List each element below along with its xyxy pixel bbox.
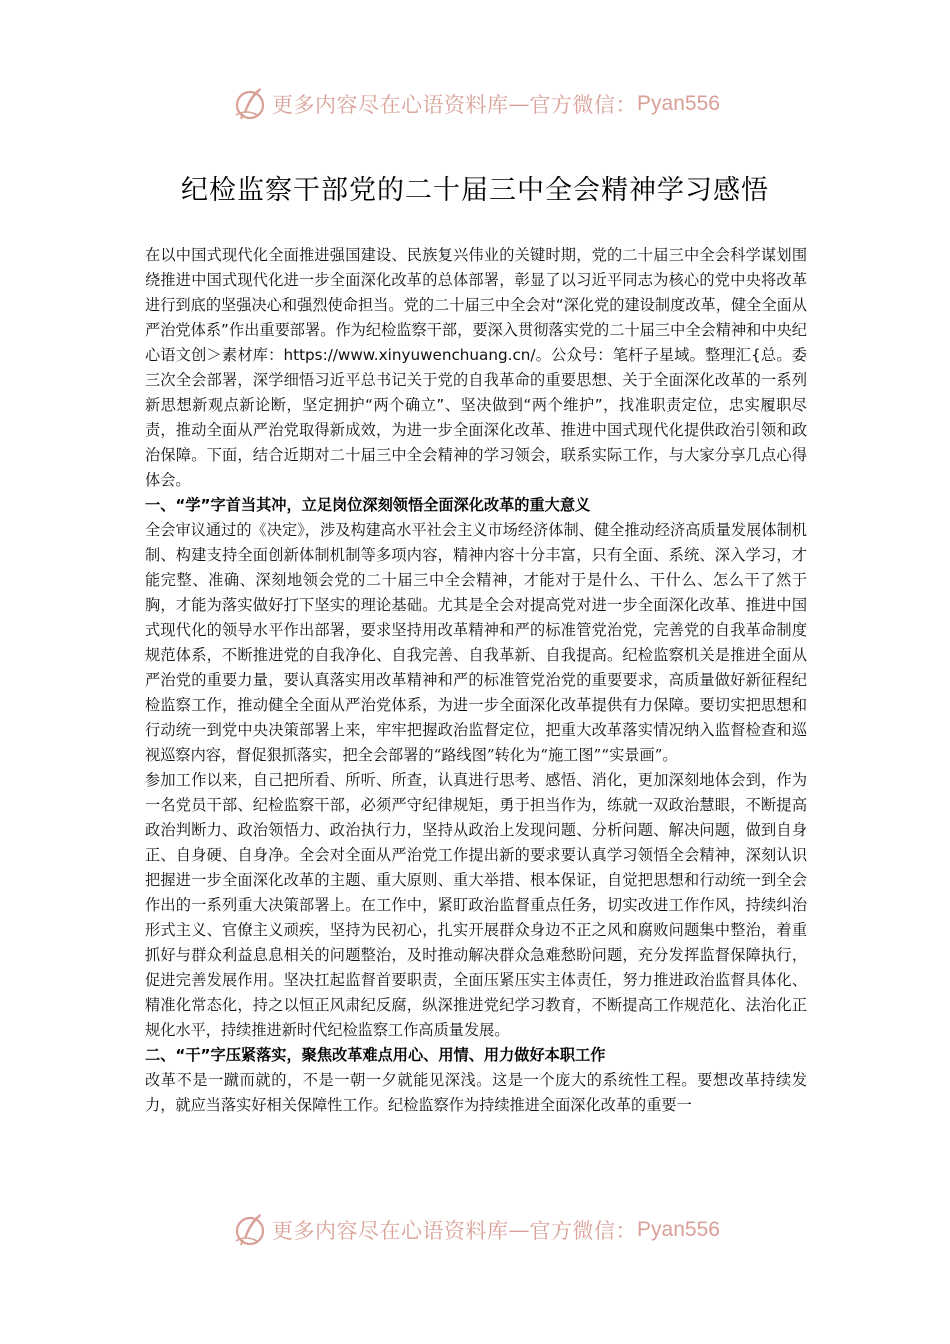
watermark-banner-top xyxy=(0,84,950,124)
watermark-banner-bottom xyxy=(0,1210,950,1250)
banner-separator: — xyxy=(508,1218,530,1242)
intro-paragraph: 在以中国式现代化全面推进强国建设、民族复兴伟业的关键时期，党的二十届三中全会科学谋划围绕推进中国式现代化进一步全面深化改革的总体部署，彰显了以习近平同志为核心的党中央将改革进行到底的坚强决心和强烈使命担当。党的二十届三中全会对“深化党的建设制度改革，健全全面从严治党体系”作出重要部署。作为纪检监察干部，要深入贯彻落实党的二十届三中全会精神和中央纪心语文创＞素材库：https://www.xinyuwenchuang.cn/。公众号：笔杆子星域。整理汇{总。委三次全会部署，深学细悟习近平总书记关于党的自我革命的重要思想、关于全面深化改革的一系列新思想新观点新论断，坚定拥护“两个确立”、坚决做到“两个维护”，找准职责定位，忠实履职尽责，推动全面从严治党取得新成效，为进一步全面深化改革、推进中国式现代化提供政治引领和政治保障。下面，结合近期对二十届三中全会精神的学习领会，联系实际工作，与大家分享几点心得体会。 xyxy=(145,246,807,489)
banner-brand-text: 更多内容尽在心语资料库 xyxy=(272,93,509,117)
section-heading-2: 二、“干”字压紧落实，聚焦改革难点用心、用情、用力做好本职工作 xyxy=(145,1046,606,1064)
banner-label: 官方微信： xyxy=(529,93,638,117)
banner-wechat-id: Pyan556 xyxy=(637,1218,720,1241)
document-body xyxy=(145,243,807,1118)
document-title: 纪检监察干部党的二十届三中全会精神学习感悟 xyxy=(181,175,769,207)
banner-brand-text: 更多内容尽在心语资料库 xyxy=(272,1219,509,1243)
section-heading-1: 一、“学”字首当其冲，立足岗位深刻领悟全面深化改革的重大意义 xyxy=(145,496,591,514)
banner-separator: — xyxy=(508,92,530,116)
section-1-paragraph-1: 全会审议通过的《决定》，涉及构建高水平社会主义市场经济体制、健全推动经济高质量发展体制机制、构建支持全面创新体制机制等多项内容，精神内容十分丰富，只有全面、系统、深入学习，才能完整、准确、深刻地领会党的二十届三中全会精神，才能对于是什么、干什么、怎么干了然于胸，才能为落实做好打下坚实的理论基础。尤其是全会对提高党对进一步全面深化改革、推进中国式现代化的领导水平作出部署，要求坚持用改革精神和严的标准管党治党，完善党的自我革命制度规范体系，不断推进党的自我净化、自我完善、自我革新、自我提高。纪检监察机关是推进全面从严治党的重要力量，要认真落实用改革精神和严的标准管党治党的重要要求，高质量做好新征程纪检监察工作，推动健全全面从严治党体系，为进一步全面深化改革提供有力保障。要切实把思想和行动统一到党中央决策部署上来，牢牢把握政治监督定位，把重大改革落实情况纳入监督检查和巡视巡察内容，督促狠抓落实，把全会部署的“路线图”转化为“施工图”“实景画”。 xyxy=(145,521,807,764)
section-1-paragraph-2: 参加工作以来，自己把所看、所听、所查，认真进行思考、感悟、消化，更加深刻地体会到，作为一名党员干部、纪检监察干部，必须严守纪律规矩，勇于担当作为，练就一双政治慧眼，不断提高政治判断力、政治领悟力、政治执行力，坚持从政治上发现问题、分析问题、解决问题，做到自身正、自身硬、自身净。全会对全面从严治党工作提出新的要求要认真学习领悟全会精神，深刻认识把握进一步全面深化改革的主题、重大原则、重大举措、根本保证，自觉把思想和行动统一到全会作出的一系列重大决策部署上。在工作中，紧盯政治监督重点任务，切实改进工作作风，持续纠治形式主义、官僚主义顽疾，坚持为民初心，扎实开展群众身边不正之风和腐败问题集中整治，着重抓好与群众利益息息相关的问题整治，及时推动解决群众急难愁盼问题，充分发挥监督保障执行，促进完善发展作用。坚决扛起监督首要职责，全面压紧压实主体责任，努力推进政治监督具体化、精准化常态化，持之以恒正风肃纪反腐，纵深推进党纪学习教育，不断提高工作规范化、法治化正规化水平，持续推进新时代纪检监察工作高质量发展。 xyxy=(145,771,807,1039)
section-2-paragraph-1: 改革不是一蹴而就的，不是一朝一夕就能见深浅。这是一个庞大的系统性工程。要想改革持续发力，就应当落实好相关保障性工作。纪检监察作为持续推进全面深化改革的重要一 xyxy=(145,1071,807,1114)
feather-pen-logo-icon xyxy=(230,1210,270,1250)
banner-wechat-id: Pyan556 xyxy=(637,92,720,115)
banner-label: 官方微信： xyxy=(529,1219,638,1243)
feather-pen-logo-icon xyxy=(230,84,270,124)
